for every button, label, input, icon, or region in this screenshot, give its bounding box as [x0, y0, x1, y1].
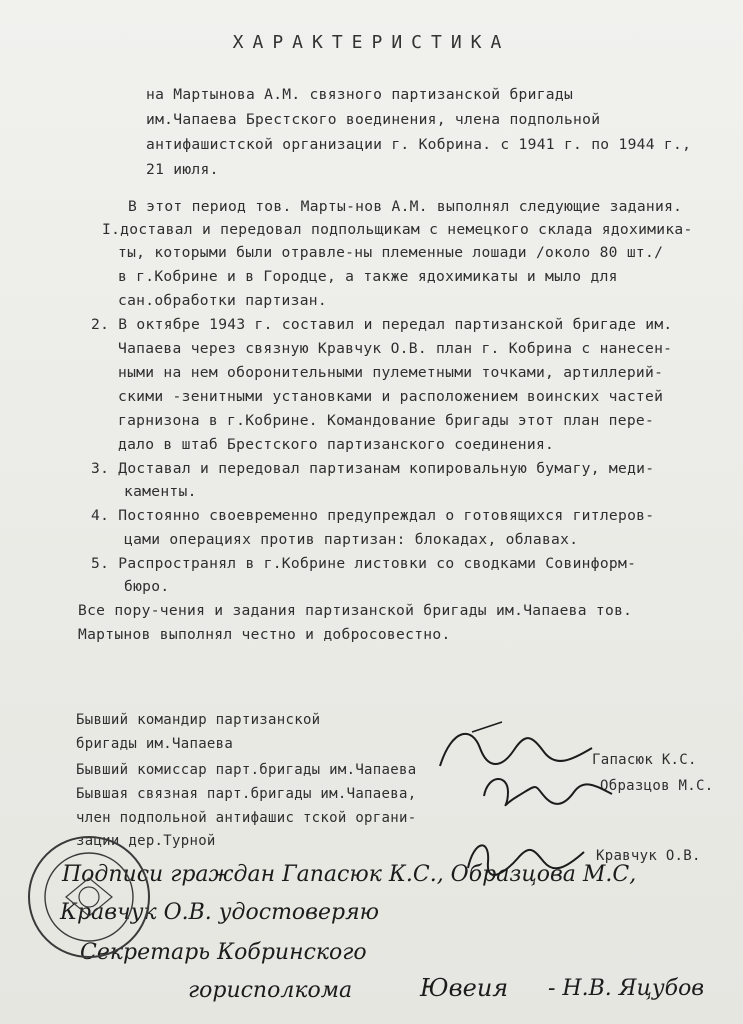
body-line: в г.Кобрине и в Городце, а также ядохимикаты и мыло для — [118, 268, 618, 285]
certification-line: Кравчук О.В. удостоверяю — [60, 900, 380, 925]
body-line: ты, которыми были отравле-ны племенные лошади /около 80 шт./ — [118, 244, 664, 261]
body-line: Мартынов выполнял честно и добросовестно. — [78, 626, 451, 643]
intro-line: антифашистской организации г. Кобрина. с 1941 г. по 1944 г., — [146, 136, 692, 153]
certification-line: Подписи граждан Гапасюк К.С., Образцова М.С, — [62, 862, 637, 887]
body-line: дало в штаб Брестского партизанского соединения. — [118, 436, 555, 453]
body-line: Все пору-чения и задания партизанской бригады им.Чапаева тов. — [78, 602, 633, 619]
certification-line: горисполкома — [188, 978, 353, 1003]
body-line: бюро. — [124, 578, 170, 595]
body-line: скими -зенитными установками и расположением воинских частей — [118, 388, 664, 405]
body-line: ными на нем оборонительными пулеметными точками, артиллерий- — [118, 364, 664, 381]
signatory-line: Бывшая связная парт.бригады им.Чапаева, — [76, 786, 417, 802]
body-line: 5. Распространял в г.Кобрине листовки со сводками Совинформ- — [91, 555, 637, 572]
body-line: сан.обработки партизан. — [118, 292, 327, 309]
body-line: Чапаева через связную Кравчук О.В. план г. Кобрина с нанесен- — [118, 340, 673, 357]
document-title: ХАРАКТЕРИСТИКА — [232, 32, 511, 53]
signatory-line: член подпольной антифашис тской органи- — [76, 810, 417, 826]
body-line: цами операциях против партизан: блокадах, облавах. — [124, 531, 579, 548]
name-gapasyuk: Гапасюк К.С. — [592, 752, 697, 768]
signatory-line: Бывший командир партизанской — [76, 712, 321, 728]
signatory-line: Бывший комиссар парт.бригады им.Чапаева — [76, 762, 417, 778]
body-line: гарнизона в г.Кобрине. Командование бригады этот план пере- — [118, 412, 655, 429]
body-line: В этот период тов. Марты-нов А.М. выполнял следующие задания. — [128, 198, 683, 215]
body-line: каменты. — [124, 483, 197, 500]
body-line: 3. Доставал и передовал партизанам копировальную бумагу, меди- — [91, 460, 655, 477]
intro-line: им.Чапаева Брестского воединения, члена подпольной — [146, 111, 601, 128]
signatory-line: бригады им.Чапаева — [76, 736, 234, 752]
body-line: 2. В октябре 1943 г. составил и передал партизанской бригаде им. — [91, 316, 673, 333]
name-kravchuk: Кравчук О.В. — [596, 848, 701, 864]
body-line: 4. Постоянно своевременно предупреждал о готовящихся гитлеров- — [91, 507, 655, 524]
secretary-name: - Н.В. Яцубов — [548, 976, 705, 1001]
signature-obraztsov — [478, 766, 618, 812]
intro-line: 21 июля. — [146, 161, 219, 178]
name-obraztsov: Образцов М.С. — [600, 778, 714, 794]
official-stamp — [26, 834, 152, 960]
certification-line: Секретарь Кобринского — [80, 940, 367, 965]
intro-line: на Мартынова А.М. связного партизанской бригады — [146, 86, 574, 103]
secretary-signature: Ювеия — [420, 974, 509, 1002]
signatory-line: зации дер.Турной — [76, 833, 216, 849]
body-line: I.доставал и передовал подпольщикам с немецкого склада ядохимика- — [102, 221, 693, 238]
